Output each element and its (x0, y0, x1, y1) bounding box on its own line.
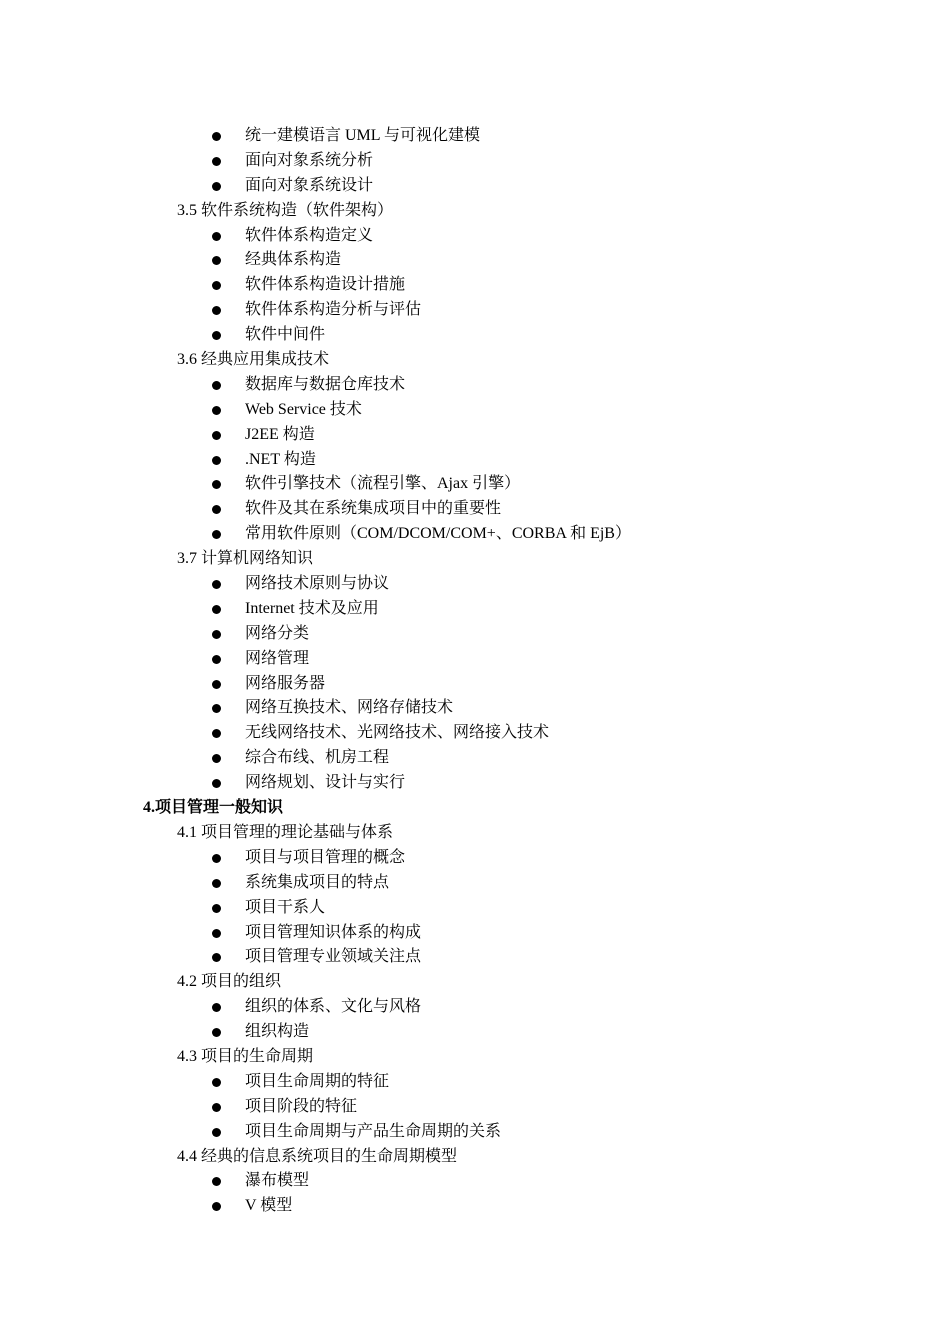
bullet-item (0, 1120, 950, 1145)
bullet-item (0, 945, 950, 970)
line-text: 经典体系构造 (245, 251, 342, 269)
bullet-dot-icon (212, 754, 221, 763)
bullet-dot-icon (212, 182, 221, 191)
bullet-item (0, 224, 950, 249)
bullet-dot-icon (212, 953, 221, 962)
bullet-dot-icon (212, 1103, 221, 1112)
line-text: 面向对象系统设计 (245, 176, 374, 194)
bullet-dot-icon (212, 406, 221, 415)
bullet-item (0, 572, 950, 597)
line-text: 4.3 项目的生命周期 (177, 1047, 314, 1065)
bullet-dot-icon (212, 1202, 221, 1211)
bullet-dot-icon (212, 605, 221, 614)
line-text: 无线网络技术、光网络技术、网络接入技术 (245, 724, 550, 742)
bullet-dot-icon (212, 281, 221, 290)
line-text: 综合布线、机房工程 (245, 749, 390, 767)
line-text: 面向对象系统分析 (245, 151, 374, 169)
bullet-dot-icon (212, 132, 221, 141)
bullet-dot-icon (212, 232, 221, 241)
bullet-item (0, 597, 950, 622)
bullet-item (0, 746, 950, 771)
bullet-item (0, 149, 950, 174)
bullet-item (0, 423, 950, 448)
bullet-item (0, 647, 950, 672)
bullet-dot-icon (212, 480, 221, 489)
bullet-item (0, 323, 950, 348)
bullet-dot-icon (212, 306, 221, 315)
bullet-dot-icon (212, 729, 221, 738)
line-text: 软件及其在系统集成项目中的重要性 (245, 500, 502, 518)
bullet-item (0, 448, 950, 473)
bullet-item (0, 771, 950, 796)
bullet-dot-icon (212, 431, 221, 440)
bullet-item (0, 896, 950, 921)
bullet-item (0, 1070, 950, 1095)
subsection-heading (0, 970, 950, 995)
bullet-item (0, 522, 950, 547)
bullet-item (0, 921, 950, 946)
bullet-item (0, 1194, 950, 1219)
document-page (0, 124, 950, 1219)
bullet-item (0, 995, 950, 1020)
line-text: 项目生命周期与产品生命周期的关系 (245, 1122, 502, 1140)
subsection-heading (0, 199, 950, 224)
subsection-heading (0, 821, 950, 846)
line-text: 网络分类 (245, 624, 310, 642)
bullet-item (0, 871, 950, 896)
line-text: 组织构造 (245, 1023, 310, 1041)
bullet-item (0, 622, 950, 647)
line-text: 组织的体系、文化与风格 (245, 998, 422, 1016)
bullet-item (0, 672, 950, 697)
line-text: Internet 技术及应用 (245, 599, 379, 617)
bullet-item (0, 1169, 950, 1194)
line-text: 软件中间件 (245, 326, 326, 344)
bullet-dot-icon (212, 157, 221, 166)
bullet-dot-icon (212, 505, 221, 514)
bullet-dot-icon (212, 630, 221, 639)
bullet-dot-icon (212, 530, 221, 539)
line-text: 项目与项目管理的概念 (245, 848, 406, 866)
line-text: 3.6 经典应用集成技术 (177, 351, 330, 369)
bullet-dot-icon (212, 704, 221, 713)
bullet-dot-icon (212, 929, 221, 938)
subsection-heading (0, 547, 950, 572)
line-text: 软件体系构造定义 (245, 226, 374, 244)
bullet-dot-icon (212, 854, 221, 863)
line-text: 软件体系构造分析与评估 (245, 301, 422, 319)
bullet-item (0, 472, 950, 497)
bullet-dot-icon (212, 1078, 221, 1087)
subsection-heading (0, 1145, 950, 1170)
line-text: 项目生命周期的特征 (245, 1072, 390, 1090)
line-text: 4.项目管理一般知识 (143, 799, 284, 817)
bullet-dot-icon (212, 779, 221, 788)
bullet-dot-icon (212, 256, 221, 265)
bullet-dot-icon (212, 1128, 221, 1137)
bullet-item (0, 696, 950, 721)
line-text: 数据库与数据仓库技术 (245, 375, 406, 393)
bullet-item (0, 1095, 950, 1120)
bullet-dot-icon (212, 580, 221, 589)
line-text: 系统集成项目的特点 (245, 873, 390, 891)
line-text: 网络管理 (245, 649, 310, 667)
line-text: 统一建模语言 UML 与可视化建模 (245, 127, 480, 144)
bullet-dot-icon (212, 1177, 221, 1186)
line-text: 4.1 项目管理的理论基础与体系 (177, 823, 394, 841)
bullet-item (0, 298, 950, 323)
bullet-dot-icon (212, 1028, 221, 1037)
line-text: 常用软件原则（COM/DCOM/COM+、CORBA 和 EjB） (245, 525, 631, 543)
bullet-item (0, 846, 950, 871)
bullet-item (0, 1020, 950, 1045)
bullet-item (0, 273, 950, 298)
section-heading (0, 796, 950, 821)
line-text: 瀑布模型 (245, 1172, 310, 1190)
line-text: 网络互换技术、网络存储技术 (245, 699, 454, 717)
line-text: 项目管理知识体系的构成 (245, 923, 422, 941)
bullet-item (0, 497, 950, 522)
line-text: 项目干系人 (245, 898, 326, 916)
line-text: 项目阶段的特征 (245, 1097, 358, 1115)
bullet-dot-icon (212, 456, 221, 465)
line-text: 4.2 项目的组织 (177, 973, 282, 991)
line-text: Web Service 技术 (245, 400, 362, 418)
subsection-heading (0, 348, 950, 373)
line-text: .NET 构造 (245, 450, 316, 468)
bullet-item (0, 398, 950, 423)
line-text: 网络技术原则与协议 (245, 575, 390, 593)
bullet-item (0, 174, 950, 199)
subsection-heading (0, 1045, 950, 1070)
line-text: 项目管理专业领域关注点 (245, 948, 422, 966)
bullet-dot-icon (212, 381, 221, 390)
bullet-dot-icon (212, 904, 221, 913)
line-text: 软件体系构造设计措施 (245, 276, 406, 294)
line-text: J2EE 构造 (245, 425, 315, 443)
line-text: 4.4 经典的信息系统项目的生命周期模型 (177, 1147, 458, 1165)
line-text: 3.5 软件系统构造（软件架构） (177, 201, 394, 219)
bullet-dot-icon (212, 655, 221, 664)
bullet-dot-icon (212, 879, 221, 888)
bullet-dot-icon (212, 331, 221, 340)
line-text: 软件引擎技术（流程引擎、Ajax 引擎） (245, 475, 521, 493)
bullet-dot-icon (212, 680, 221, 689)
bullet-item (0, 373, 950, 398)
bullet-item (0, 721, 950, 746)
line-text: 网络服务器 (245, 674, 326, 692)
line-text: V 模型 (245, 1197, 293, 1215)
line-text: 网络规划、设计与实行 (245, 774, 406, 792)
bullet-dot-icon (212, 1003, 221, 1012)
bullet-item (0, 124, 950, 149)
line-text: 3.7 计算机网络知识 (177, 550, 314, 568)
bullet-item (0, 248, 950, 273)
